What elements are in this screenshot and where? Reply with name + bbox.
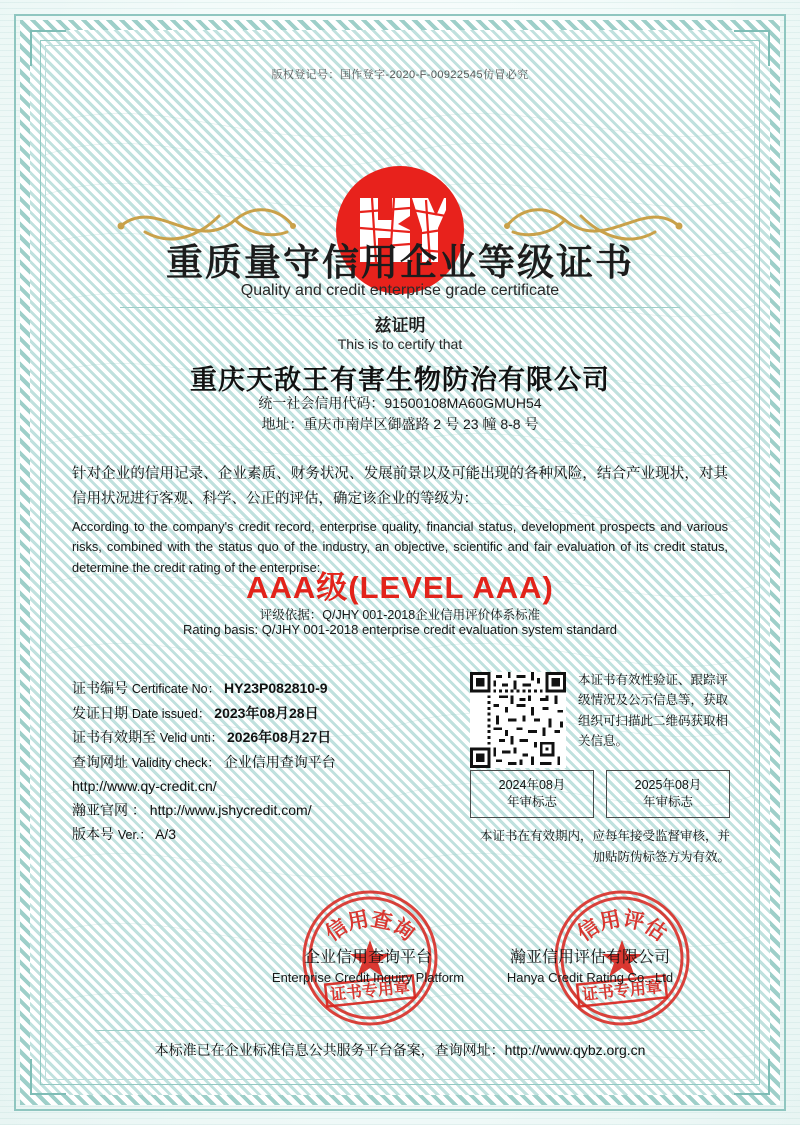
cert-no-label-cn: 证书编号 xyxy=(72,680,128,696)
validity-check-label-en: Validity check： xyxy=(131,755,220,770)
svg-text:信用查询: 信用查询 xyxy=(321,907,419,946)
version-value: A/3 xyxy=(155,826,177,843)
footer-note: 本标准已在企业标准信息公共服务平台备案，查询网址：http://www.qybz.org.cn xyxy=(154,1042,646,1058)
rating-basis-cn: 评级依据：Q/JHY 001-2018企业信用评价体系标准 xyxy=(259,608,541,622)
company-name: 重庆天敌王有害生物防治有限公司 xyxy=(190,365,610,395)
info-row-version xyxy=(72,822,462,847)
official-site-sep: ： xyxy=(131,802,146,819)
footer-divider xyxy=(95,1030,705,1031)
annual-mark-2024 xyxy=(470,770,594,818)
logo-area xyxy=(0,82,800,222)
info-row-valid-until xyxy=(72,725,462,750)
issued-label-en: Date issued： xyxy=(131,706,211,721)
valid-until-label-en: Velid unti： xyxy=(159,731,224,745)
company-credit-code: 统一社会信用代码：91500108MA60GMUH54 xyxy=(258,395,542,411)
certificate-title-en: Quality and credit enterprise grade certificate xyxy=(240,282,560,299)
company-address: 地址：重庆市南岸区御盛路 2 号 23 幢 8-8 号 xyxy=(261,416,539,432)
info-row-cert-no xyxy=(72,676,462,701)
validity-note: 本证书在有效期内，应每年接受监督审核，并加贴防伪标签方为有效。 xyxy=(479,829,730,865)
copyright-notice: 版权登记号：国作登字-2020-F-00922545仿冒必究 xyxy=(271,69,529,81)
official-site-value[interactable]: http://www.jshycredit.com/ xyxy=(149,802,312,819)
version-label-cn: 版本号 xyxy=(72,826,114,843)
info-row-validity-check xyxy=(72,750,462,775)
qr-code-image[interactable] xyxy=(470,672,566,768)
organization-right-en: Hanya Credit Rating Co., Ltd xyxy=(506,970,674,985)
cert-no-value: HY23P082810-9 xyxy=(224,680,328,696)
svg-text:证书专用章: 证书专用章 xyxy=(581,978,663,1005)
info-row-official-site[interactable] xyxy=(72,798,462,822)
annual-mark-2024-label: 年审标志 xyxy=(506,795,557,809)
credit-level: AAA级(LEVEL AAA) xyxy=(246,570,554,605)
organization-right-cn: 瀚亚信用评估有限公司 xyxy=(509,949,670,966)
issued-value: 2023年08月28日 xyxy=(214,704,319,721)
svg-text:证书专用章: 证书专用章 xyxy=(329,978,411,1005)
cert-no-label-en: Certificate No： xyxy=(131,682,221,696)
valid-until-value: 2026年08月27日 xyxy=(227,729,332,745)
validity-check-label-cn: 查询网址 xyxy=(72,753,128,770)
annual-mark-2024-date: 2024年08月 xyxy=(498,778,566,793)
rating-basis-en: Rating basis: Q/JHY 001-2018 enterprise credit evaluation system standard xyxy=(182,622,618,637)
organization-right xyxy=(440,944,740,985)
annual-mark-2025 xyxy=(606,770,730,818)
issued-label-cn: 发证日期 xyxy=(72,704,128,721)
certificate-info xyxy=(72,676,462,847)
qr-code[interactable] xyxy=(470,672,566,768)
validity-check-value: 企业信用查询平台 xyxy=(223,753,336,770)
annual-inspection-boxes xyxy=(470,770,728,816)
official-site-label-cn: 瀚亚官网 xyxy=(72,802,128,819)
certificate-title-cn: 重质量守信用企业等级证书 xyxy=(166,242,634,283)
info-row-check-url[interactable] xyxy=(72,774,462,798)
valid-until-label-cn: 证书有效期至 xyxy=(72,729,156,745)
organization-left-cn: 企业信用查询平台 xyxy=(303,949,432,966)
svg-text:信用评估: 信用评估 xyxy=(573,907,671,946)
info-row-issued xyxy=(72,701,462,726)
annual-mark-2025-label: 年审标志 xyxy=(642,795,693,809)
qr-note-text: 本证书有效性验证、跟踪评级情况及公示信息等，获取组织可扫描此二维码获取相关信息。 xyxy=(578,673,729,748)
version-label-en: Ver.： xyxy=(117,828,152,843)
certify-line-en: This is to certify that xyxy=(337,336,463,352)
organization-left-en: Enterprise Credit Inquiry Platform xyxy=(271,970,465,985)
annual-mark-2025-date: 2025年08月 xyxy=(634,778,702,793)
title-divider xyxy=(120,307,680,308)
check-url-value[interactable]: http://www.qy-credit.cn/ xyxy=(72,778,217,794)
certify-line-cn: 兹证明 xyxy=(374,316,426,335)
statement-en: According to the company's credit record, enterprise quality, financial status, development prospects and various risks, combined with the status quo of the industry, an objective, scientific and fair evaluation of its credit status, determine the credit rating of the enterprise: xyxy=(72,518,728,576)
statement-cn: 针对企业的信用记录、企业素质、财务状况、发展前景以及可能出现的各种风险，结合产业现状，对其信用状况进行客观、科学、公正的评估，确定该企业的等级为： xyxy=(72,466,728,508)
